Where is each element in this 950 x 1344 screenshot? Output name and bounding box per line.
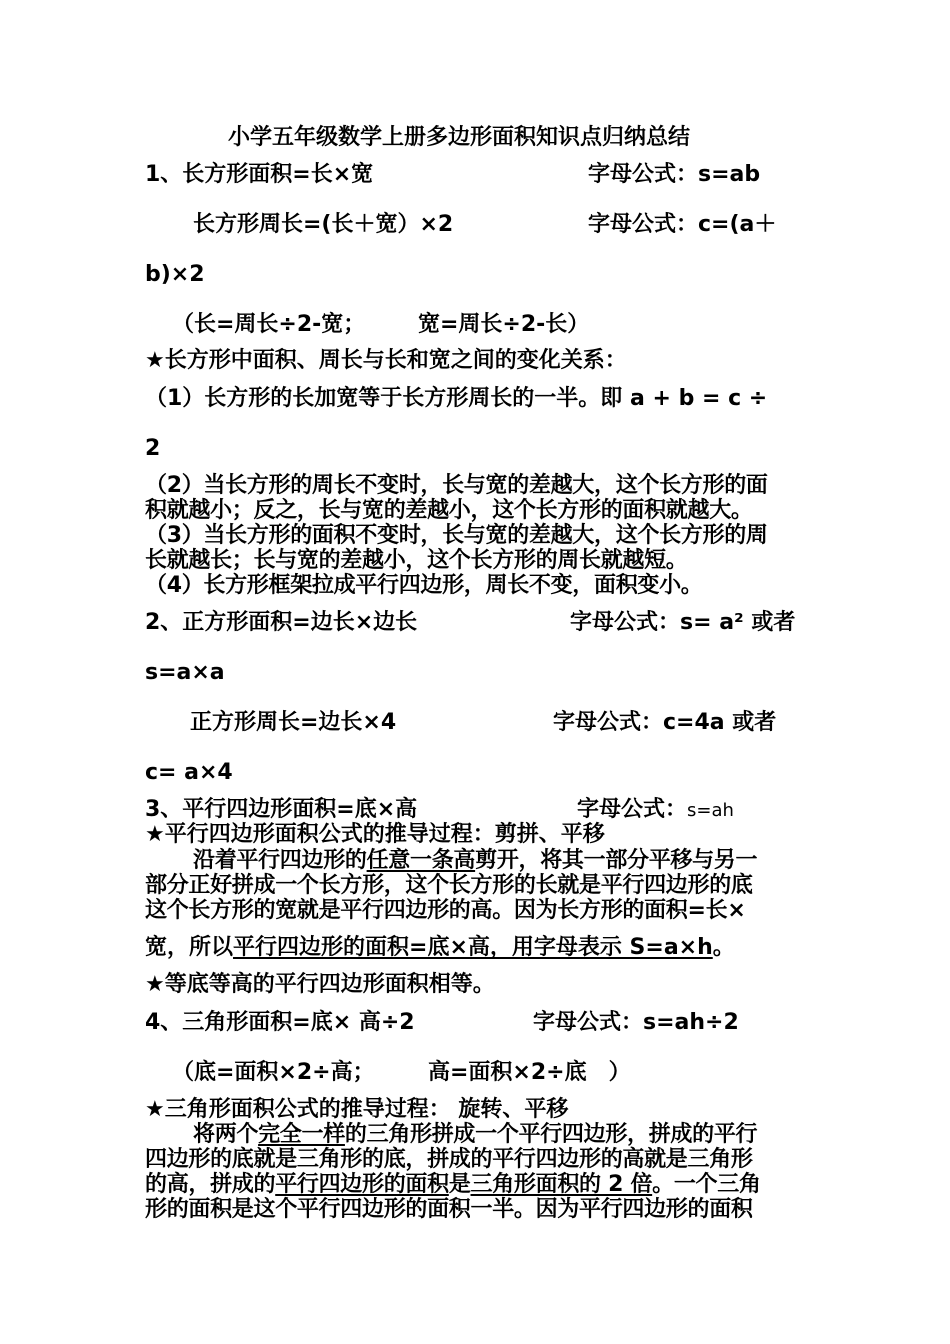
rect-relation-1: （1）长方形的长加宽等于长方形周长的一半。即 a + b = c ÷ — [145, 386, 768, 411]
text-run: 宽，所以 — [145, 935, 234, 960]
square-area-formula-cont: s=a×a — [145, 660, 225, 685]
text-run: 是 — [448, 1172, 471, 1197]
underlined-run: 完全一样 — [258, 1122, 345, 1147]
underlined-run: 任意一条高 — [366, 848, 476, 873]
parallelogram-area-formula — [577, 797, 734, 824]
square-perimeter-formula-cont: c= a×4 — [145, 760, 233, 785]
triangle-area-formula: 字母公式：s=ah÷2 — [533, 1010, 739, 1035]
page-title: 小学五年级数学上册多边形面积知识点归纳总结 — [228, 125, 691, 150]
rect-relation-heading: ★长方形中面积、周长与长和宽之间的变化关系： — [145, 348, 627, 373]
triangle-derived-height: 高=面积×2÷底 ） — [428, 1060, 631, 1085]
triangle-derive-p4: 形的面积是这个平行四边形的面积一半。因为平行四边形的面积 — [145, 1197, 753, 1222]
text-run: 的三角形拼成一个平行四边形，拼成的平行 — [344, 1122, 758, 1147]
parallelogram-area-line: 3、平行四边形面积=底×高 — [145, 797, 418, 822]
triangle-derived-base: （底=面积×2÷高； — [172, 1060, 375, 1085]
parallelogram-derive-p4 — [145, 935, 735, 961]
text-run: 将两个 — [193, 1122, 259, 1147]
rect-relation-1-cont: 2 — [145, 436, 161, 461]
rect-relation-2a: （2）当长方形的周长不变时，长与宽的差越大，这个长方形的面 — [145, 473, 768, 498]
text-run: 。 — [712, 935, 735, 960]
rect-perimeter-line: 长方形周长=(长＋宽）×2 — [193, 212, 454, 237]
text-run: 沿着平行四边形的 — [193, 848, 367, 873]
formula-label: 字母公式： — [577, 797, 688, 822]
square-area-line: 2、正方形面积=边长×边长 — [145, 610, 418, 635]
parallelogram-derive-p3: 这个长方形的宽就是平行四边形的高。因为长方形的面积=长× — [145, 898, 746, 923]
text-run: 剪开，将其一部分平移与另一 — [475, 848, 758, 873]
parallelogram-derive-p1 — [193, 848, 757, 874]
underlined-run: 平行四边形的面积 — [275, 1172, 449, 1197]
rect-derived-length: （长=周长÷2-宽； — [172, 312, 366, 337]
underlined-run: 三角形面积的 2 倍 — [470, 1172, 653, 1197]
square-area-formula: 字母公式：s= a² 或者 — [570, 610, 796, 635]
rect-relation-3b: 长就越长；长与宽的差越小，这个长方形的周长就越短。 — [145, 548, 688, 573]
underlined-run: 平行四边形的面积=底×高，用字母表示 S=a×h — [233, 935, 713, 960]
rect-area-formula: 字母公式：s=ab — [588, 162, 761, 187]
rect-area-line: 1、长方形面积=长×宽 — [145, 162, 374, 187]
formula-value: s=ah — [687, 800, 734, 821]
rect-derived-width: 宽=周长÷2-长） — [418, 312, 590, 337]
rect-relation-3a: （3）当长方形的面积不变时，长与宽的差越大，这个长方形的周 — [145, 523, 768, 548]
parallelogram-equal-note: ★等底等高的平行四边形面积相等。 — [145, 972, 495, 997]
parallelogram-derive-p2: 部分正好拼成一个长方形，这个长方形的长就是平行四边形的底 — [145, 873, 753, 898]
triangle-derive-p1 — [193, 1122, 757, 1148]
square-perimeter-line: 正方形周长=边长×4 — [190, 710, 397, 735]
triangle-derive-heading: ★三角形面积公式的推导过程： 旋转、平移 — [145, 1097, 569, 1122]
square-perimeter-formula: 字母公式：c=4a 或者 — [553, 710, 777, 735]
rect-perimeter-formula-cont: b)×2 — [145, 262, 205, 287]
triangle-area-line: 4、三角形面积=底× 高÷2 — [145, 1010, 415, 1035]
parallelogram-derive-heading: ★平行四边形面积公式的推导过程：剪拼、平移 — [145, 822, 605, 847]
text-run: 的高，拼成的 — [145, 1172, 276, 1197]
text-run: 。一个三角 — [652, 1172, 761, 1197]
rect-relation-4: （4）长方形框架拉成平行四边形，周长不变，面积变小。 — [145, 573, 703, 598]
triangle-derive-p3 — [145, 1172, 761, 1198]
triangle-derive-p2: 四边形的底就是三角形的底，拼成的平行四边形的高就是三角形 — [145, 1147, 753, 1172]
rect-relation-2b: 积就越小；反之，长与宽的差越小，这个长方形的面积就越大。 — [145, 498, 753, 523]
rect-perimeter-formula: 字母公式：c=(a＋ — [588, 212, 777, 237]
